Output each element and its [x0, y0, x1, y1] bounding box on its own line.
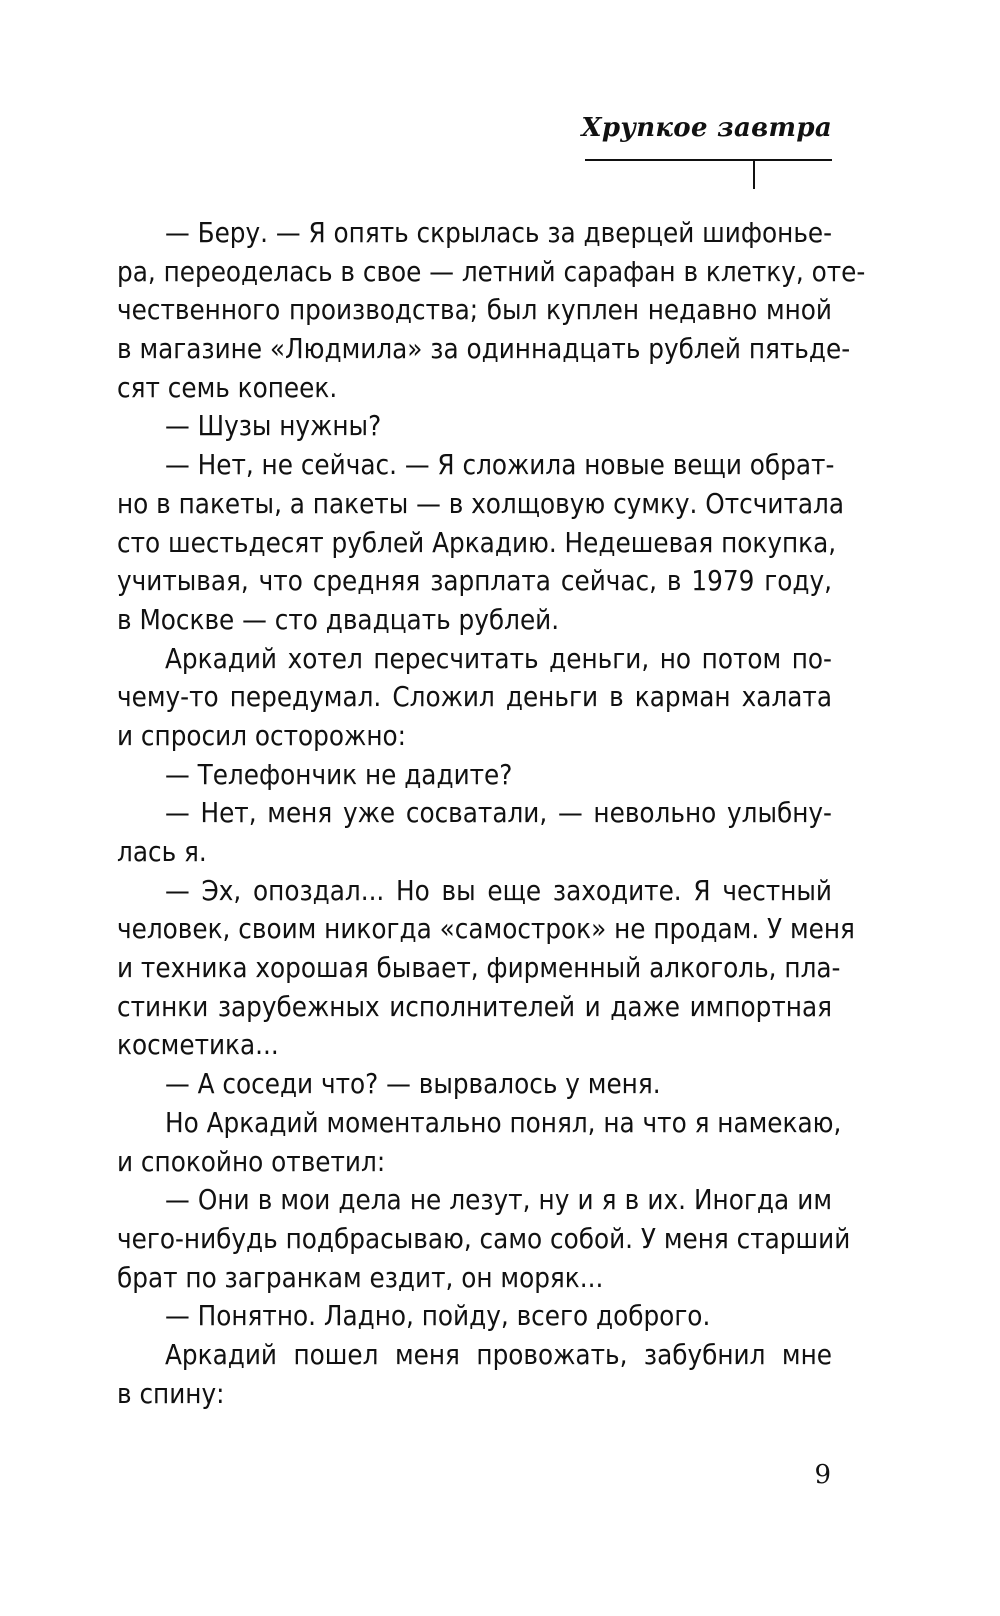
text-line: в магазине «Людмила» за одиннадцать рублей пятьде- — [117, 333, 851, 366]
page-number: 9 — [814, 1460, 831, 1490]
text-line: — Нет, меня уже сосватали, — невольно улыбну- — [165, 797, 832, 830]
text-line: косметика... — [117, 1029, 279, 1062]
header-rule — [585, 159, 832, 161]
running-title: Хрупкое завтра — [581, 113, 832, 143]
text-line: и спокойно ответил: — [117, 1145, 386, 1178]
text-line: брат по загранкам ездит, он моряк... — [117, 1261, 604, 1294]
text-line: — А соседи что? — вырвалось у меня. — [165, 1068, 661, 1101]
text-line: — Телефончик не дадите? — [165, 758, 513, 791]
header-rule-tick — [753, 160, 755, 189]
text-line: в спину: — [117, 1377, 225, 1410]
text-line: — Беру. — Я опять скрылась за дверцей шифонье- — [165, 217, 833, 249]
text-line: чего-нибудь подбрасываю, само собой. У меня старший — [117, 1222, 851, 1255]
text-line: стинки зарубежных исполнителей и даже импортная — [117, 990, 832, 1023]
text-line: Аркадий пошел меня провожать, забубнил мне — [165, 1338, 832, 1371]
text-line: человек, своим никогда «самострок» не продам. У меня — [117, 913, 855, 946]
text-line: Аркадий хотел пересчитать деньги, но потом по- — [165, 642, 832, 675]
body-text — [117, 214, 866, 1413]
text-line: чественного производства; был куплен недавно мной — [117, 294, 832, 327]
text-line: Но Аркадий моментально понял, на что я намекаю, — [165, 1106, 842, 1139]
text-line: — Понятно. Ладно, пойду, всего доброго. — [165, 1300, 711, 1333]
text-line: — Нет, не сейчас. — Я сложила новые вещи обрат- — [165, 449, 835, 482]
text-line: — Они в мои дела не лезут, ну и я в их. Иногда им — [165, 1184, 832, 1217]
text-line: и спросил осторожно: — [117, 719, 406, 752]
text-line: сят семь копеек. — [117, 371, 338, 404]
text-line: — Эх, опоздал... Но вы еще заходите. Я честный — [165, 874, 832, 907]
text-line: в Москве — сто двадцать рублей. — [117, 603, 560, 636]
text-line: и техника хорошая бывает, фирменный алкоголь, пла- — [117, 952, 841, 985]
text-line: лась я. — [117, 836, 207, 868]
text-line: сто шестьдесят рублей Аркадию. Недешевая покупка, — [117, 526, 837, 559]
text-line: но в пакеты, а пакеты — в холщовую сумку. Отсчитала — [117, 487, 844, 520]
text-line: учитывая, что средняя зарплата сейчас, в 1979 году, — [117, 565, 832, 598]
text-line: — Шузы нужны? — [165, 410, 382, 443]
text-line: чему-то передумал. Сложил деньги в карман халата — [117, 681, 832, 714]
text-line: ра, переоделась в свое — летний сарафан в клетку, оте- — [117, 255, 866, 288]
